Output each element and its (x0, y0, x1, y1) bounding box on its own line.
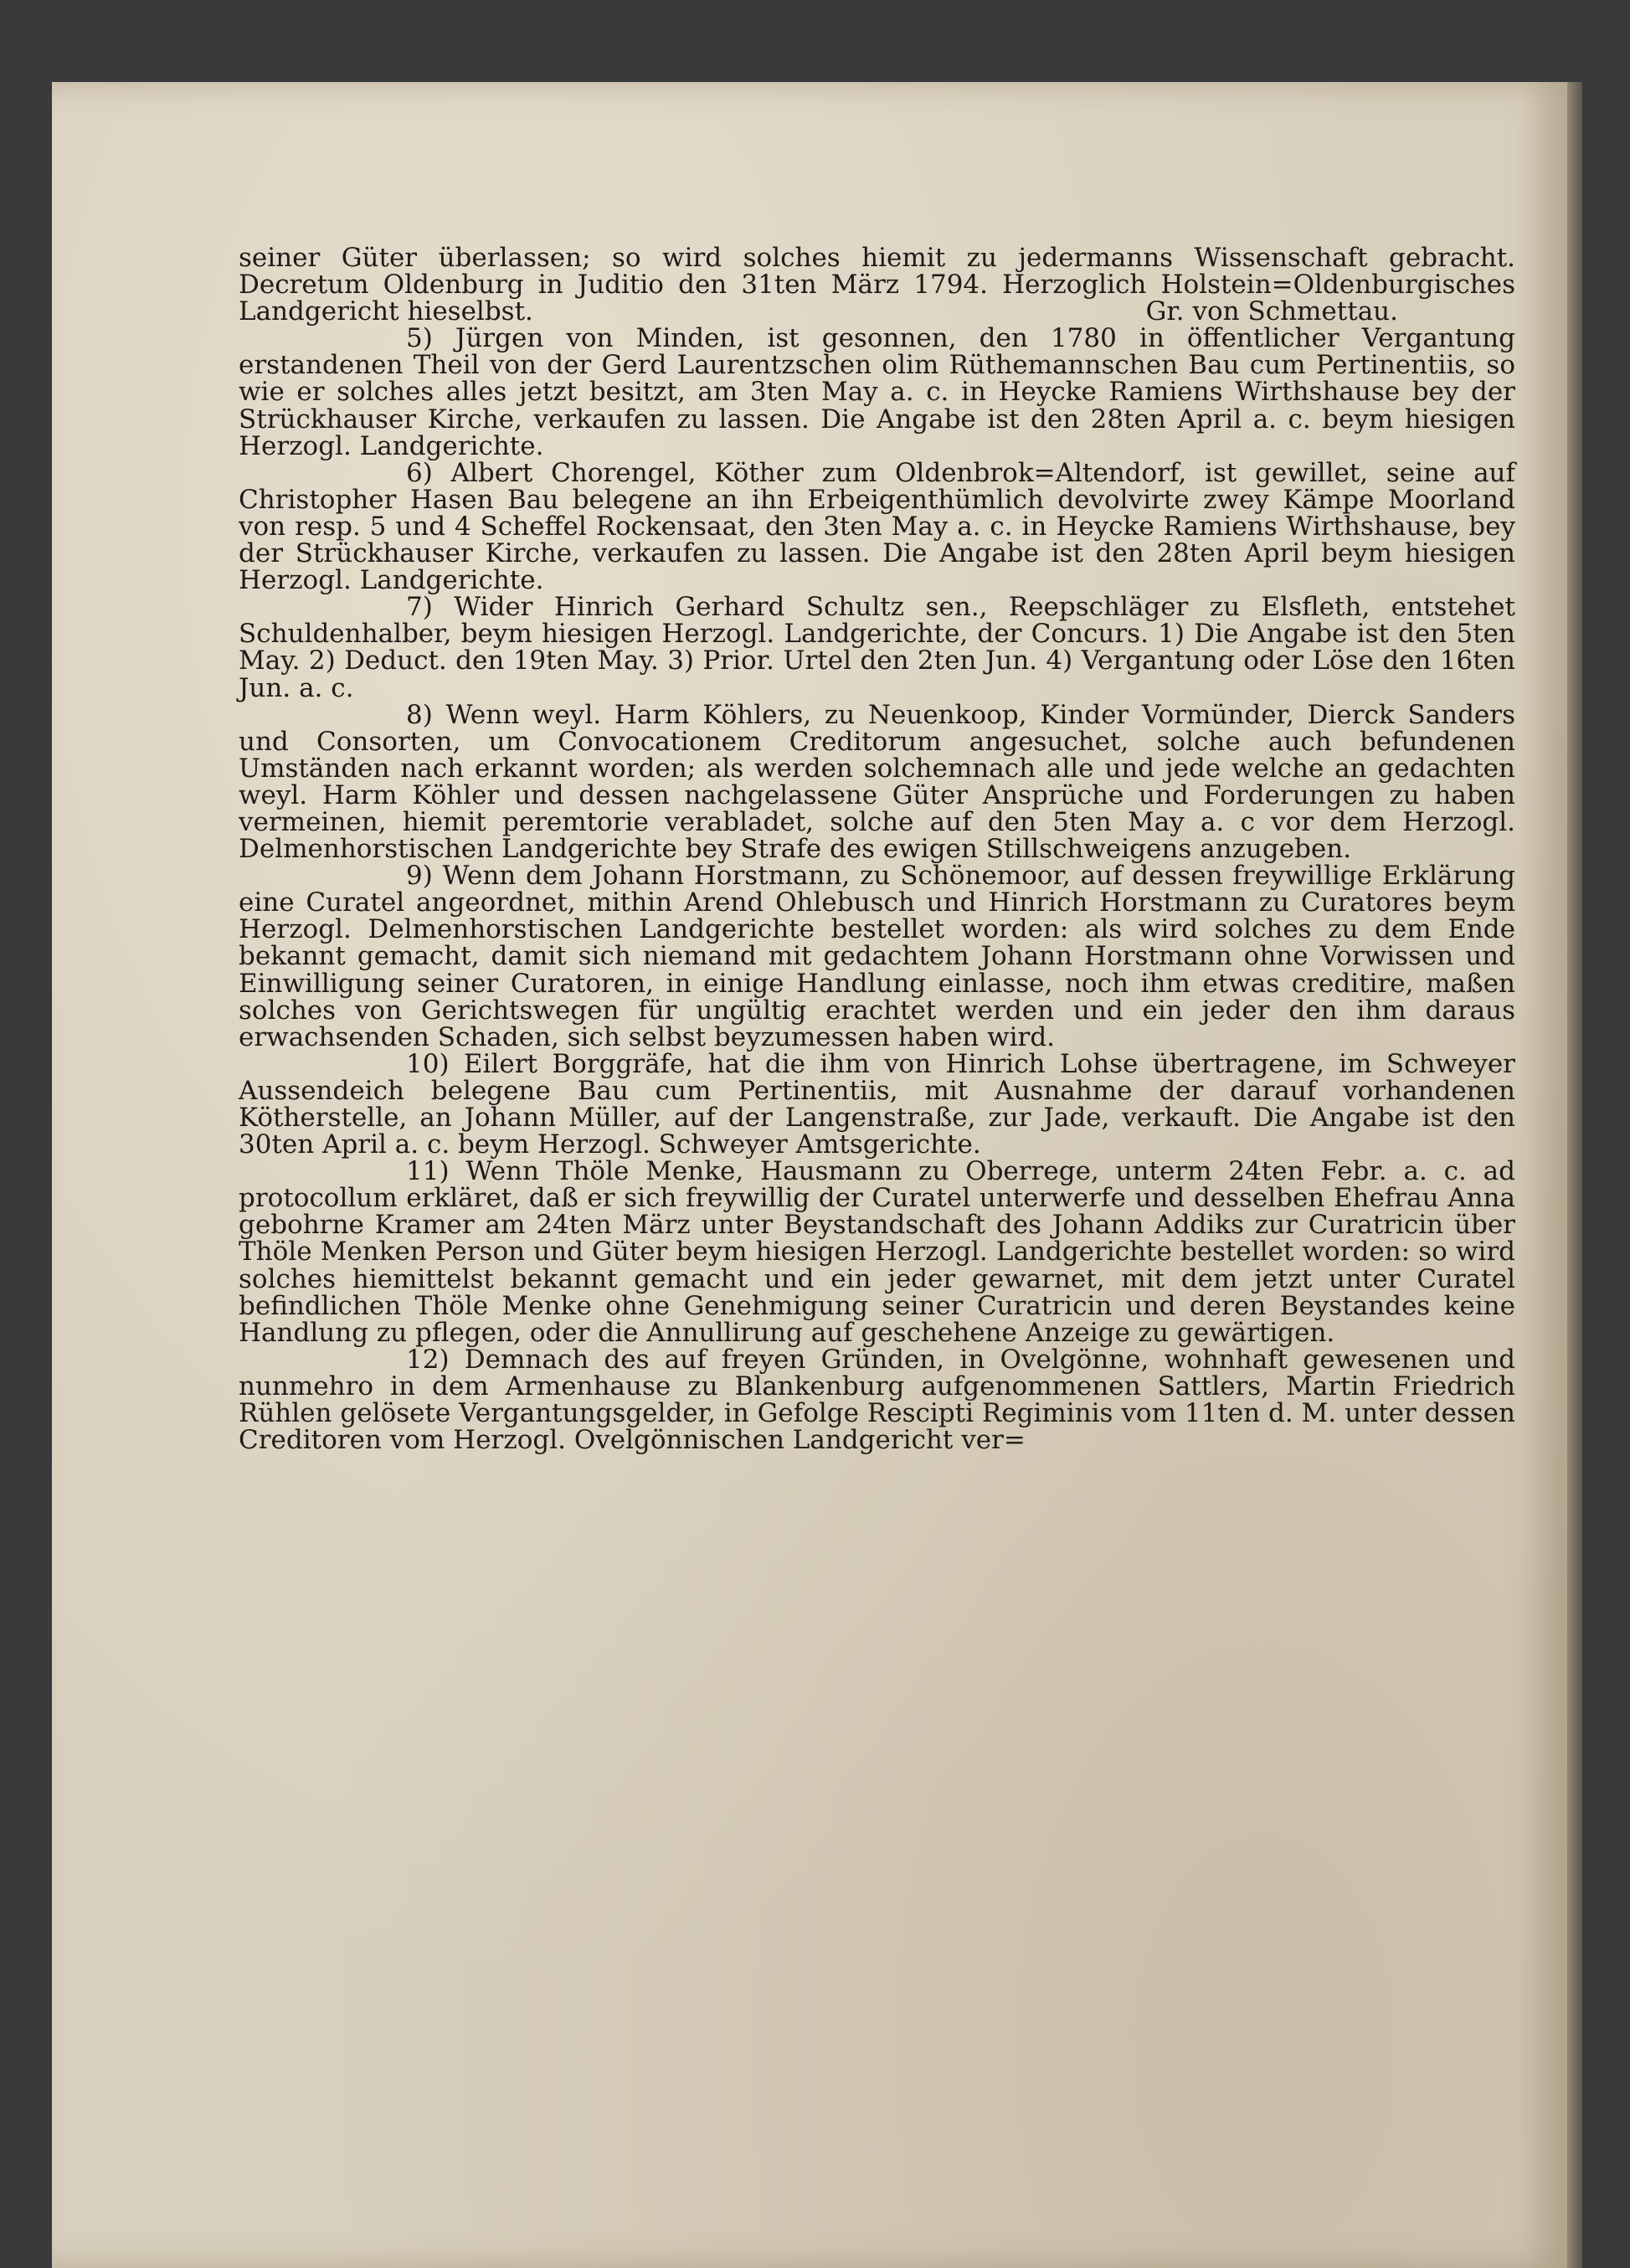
notice-paragraph-8: 8) Wenn weyl. Harm Köhlers, zu Neuenkoop, Kinder Vormünder, Dierck Sanders und Consorten, um Convocationem Creditorum angesuchet, solche auch befundenen Umständen nach erkannt worden; als werden solchemnach alle und jede welche an gedachten weyl. Harm Köhler und dessen nachgelassene Güter Ansprüche und Forderungen zu haben vermeinen, hiemit peremtorie verabladet, solche auf den 5ten May a. c vor dem Herzogl. Delmenhorstischen Landgerichte bey Strafe des ewigen Stillschweigens anzugeben. (239, 699, 1515, 865)
page-text-block (239, 243, 1515, 1456)
notice-paragraph-10: 10) Eilert Borggräfe, hat die ihm von Hinrich Lohse übertragene, im Schweyer Aussendeich belegene Bau cum Pertinentiis, mit Ausnahme der darauf vorhandenen Kötherstelle, an Johann Müller, auf der Langenstraße, zur Jade, verkauft. Die Angabe ist den 30ten April a. c. beym Herzogl. Schweyer Amtsgerichte. (239, 1048, 1515, 1160)
notice-paragraph-6: 6) Albert Chorengel, Köther zum Oldenbrok=Altendorf, ist gewillet, seine auf Christopher Hasen Bau belegene an ihn Erbeigenthümlich devolvirte zwey Kämpe Moorland von resp. 5 und 4 Scheffel Rockensaat, den 3ten May a. c. in Heycke Ramiens Wirthshause, bey der Strückhauser Kirche, verkaufen zu lassen. Die Angabe ist den 28ten April beym hiesigen Herzogl. Landgerichte. (239, 457, 1515, 596)
notice-paragraph-11: 11) Wenn Thöle Menke, Hausmann zu Oberrege, unterm 24ten Febr. a. c. ad protocollum erkläret, daß er sich freywillig der Curatel unterwerfe und desselben Ehefrau Anna gebohrne Kramer am 24ten März unter Beystandschaft des Johann Addiks zur Curatricin über Thöle Menken Person und Güter beym hiesigen Herzogl. Landgerichte bestellet worden: so wird solches hiemittelst bekannt gemacht und ein jeder gewarnet, mit dem jetzt unter Curatel befindlichen Thöle Menke ohne Genehmigung seiner Curatricin und deren Beystandes keine Handlung zu pflegen, oder die Annullirung auf geschehene Anzeige zu gewärtigen. (239, 1156, 1515, 1348)
intro-signature: Gr. von Schmettau. (1145, 296, 1398, 327)
intro-paragraph (239, 244, 1515, 325)
notice-paragraph-5: 5) Jürgen von Minden, ist gesonnen, den 1780 in öffentlicher Vergantung erstandenen Theil von der Gerd Laurentzschen olim Rüthemannschen Bau cum Pertinentiis, so wie er solches alles jetzt besitzt, am 3ten May a. c. in Heycke Ramiens Wirthshause bey der Strückhauser Kirche, verkaufen zu lassen. Die Angabe ist den 28ten April a. c. beym hiesigen Herzogl. Landgerichte. (239, 323, 1515, 461)
notice-paragraph-12: 12) Demnach des auf freyen Gründen, in Ovelgönne, wohnhaft gewesenen und nunmehro in dem Armenhause zu Blankenburg aufgenommenen Sattlers, Martin Friedrich Rühlen gelösete Vergantungsgelder, in Gefolge Rescipti Regiminis vom 11ten d. M. unter dessen Creditoren vom Herzogl. Ovelgönnischen Landgericht ver= (239, 1344, 1515, 1456)
notice-paragraph-9: 9) Wenn dem Johann Horstmann, zu Schönemoor, auf dessen freywillige Erklärung eine Curatel angeordnet, mithin Arend Ohlebusch und Hinrich Horstmann zu Curatores beym Herzogl. Delmenhorstischen Landgerichte bestellet worden: als wird solches zu dem Ende bekannt gemacht, damit sich niemand mit gedachtem Johann Horstmann ohne Vorwissen und Einwilligung seiner Curatoren, in einige Handlung einlasse, noch ihm etwas creditire, maßen solches von Gerichtswegen für ungültig erachtet werden und ein jeder den ihm daraus erwachsenden Schaden, sich selbst beyzumessen haben wird. (239, 861, 1515, 1052)
notice-paragraph-7: 7) Wider Hinrich Gerhard Schultz sen., Reepschläger zu Elsfleth, entstehet Schuldenhalber, beym hiesigen Herzogl. Landgerichte, der Concurs. 1) Die Angabe ist den 5ten May. 2) Deduct. den 19ten May. 3) Prior. Urtel den 2ten Jun. 4) Vergantung oder Löse den 16ten Jun. a. c. (239, 592, 1515, 703)
intro-text: seiner Güter überlassen; so wird solches hiemit zu jedermanns Wissenschaft gebracht. Decretum Oldenburg in Juditio den 31ten März 1794. Herzoglich Holstein=Oldenburgisches Landgericht hieselbst. (239, 243, 1515, 327)
